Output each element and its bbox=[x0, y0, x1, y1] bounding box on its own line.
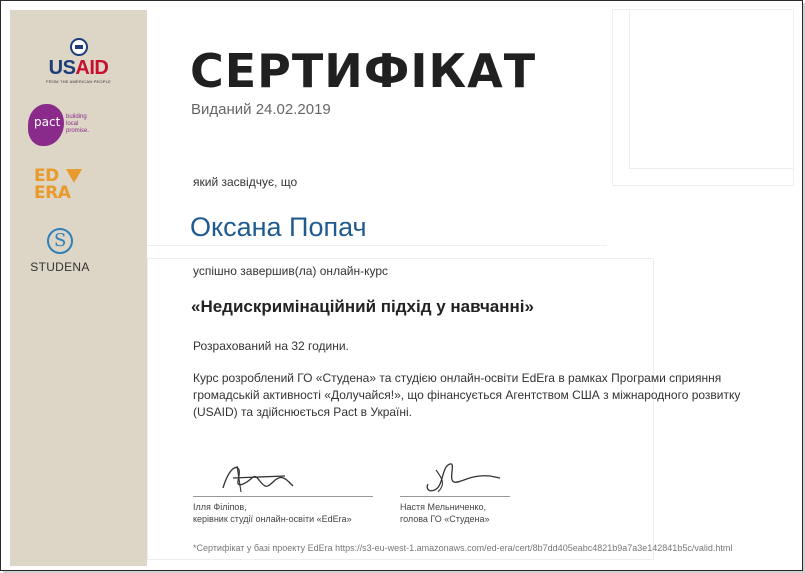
edera-ed: ED bbox=[34, 166, 59, 186]
verification-footnote: *Сертифікат у базі проекту EdEra https://s3-eu-west-1.amazonaws.com/ed-era/cert/8b7dd405eabc4821b9a7a3e142841b5c/valid.html bbox=[193, 543, 733, 553]
signer-name-1: Ілля Філіпов, bbox=[193, 502, 247, 512]
issue-date: Виданий 24.02.2019 bbox=[191, 101, 331, 118]
logo-sidebar bbox=[10, 10, 147, 566]
usaid-seal-icon bbox=[70, 38, 88, 56]
usaid-tagline: FROM THE AMERICAN PEOPLE bbox=[46, 79, 111, 84]
signature-line-1 bbox=[193, 496, 373, 497]
usaid-wordmark bbox=[10, 58, 147, 78]
usaid-us: US bbox=[48, 57, 76, 79]
course-title: «Недискримінаційний підхід у навчанні» bbox=[191, 297, 534, 316]
decor-frame bbox=[147, 245, 607, 246]
handwritten-signature-1 bbox=[193, 458, 373, 496]
certificate-title: СЕРТИФІКАТ bbox=[190, 44, 537, 98]
recipient-name: Оксана Попач bbox=[190, 212, 367, 242]
edera-logo bbox=[34, 168, 104, 208]
course-hours: Розрахований на 32 години. bbox=[193, 339, 349, 353]
handwritten-signature-2 bbox=[400, 458, 580, 496]
pact-logo bbox=[28, 104, 98, 146]
signer-role-2: голова ГО «Студена» bbox=[400, 514, 490, 524]
studena-icon bbox=[47, 228, 73, 254]
signer-role-1: керівник студії онлайн-освіти «EdEra» bbox=[193, 514, 352, 524]
signer-name-2: Настя Мельниченко, bbox=[400, 502, 486, 512]
signature-line-2 bbox=[400, 496, 510, 497]
usaid-aid: AID bbox=[75, 57, 109, 79]
completed-text: успішно завершив(ла) онлайн-курс bbox=[193, 264, 388, 278]
studena-wordmark: STUDENA bbox=[30, 260, 90, 274]
decor-frame bbox=[629, 9, 794, 169]
pact-tagline: building local promise. bbox=[66, 114, 90, 134]
pact-wordmark: pact bbox=[34, 115, 61, 129]
usaid-logo bbox=[10, 38, 147, 84]
edera-era: ERA bbox=[34, 183, 71, 203]
signature-block-2 bbox=[400, 458, 580, 525]
course-description: Курс розроблений ГО «Студена» та студією онлайн-освіти EdEra в рамках Програми сприяння громадській активності «Долучайся!», що фінансується Агентством США з міжнародного розвитку (USAID) та здійснюється Pact в Україні. bbox=[193, 371, 741, 419]
signature-block-1 bbox=[193, 458, 373, 525]
certifies-text: який засвідчує, що bbox=[193, 175, 298, 189]
